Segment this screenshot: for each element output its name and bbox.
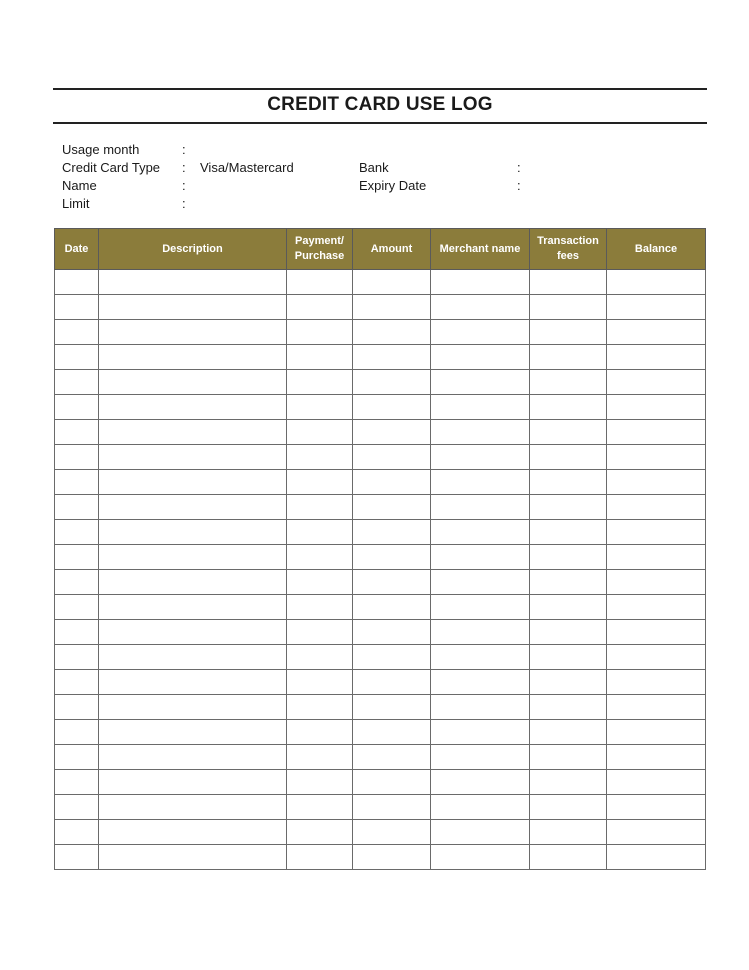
cell-date[interactable] — [55, 320, 99, 345]
cell-description[interactable] — [99, 845, 287, 870]
cell-description[interactable] — [99, 670, 287, 695]
cell-description[interactable] — [99, 770, 287, 795]
cell-merchant-name[interactable] — [431, 570, 530, 595]
cell-transaction-fees[interactable] — [530, 420, 607, 445]
cell-transaction-fees[interactable] — [530, 670, 607, 695]
cell-merchant-name[interactable] — [431, 620, 530, 645]
cell-date[interactable] — [55, 695, 99, 720]
cell-amount[interactable] — [353, 445, 431, 470]
cell-description[interactable] — [99, 720, 287, 745]
table-row — [55, 545, 706, 570]
cell-amount[interactable] — [353, 670, 431, 695]
table-row — [55, 320, 706, 345]
table-row — [55, 495, 706, 520]
column-header-amount: Amount — [353, 229, 431, 270]
cell-transaction-fees[interactable] — [530, 645, 607, 670]
cell-transaction-fees[interactable] — [530, 695, 607, 720]
cell-transaction-fees[interactable] — [530, 545, 607, 570]
cell-balance[interactable] — [607, 370, 706, 395]
name-label: Name — [62, 178, 97, 193]
table-row — [55, 695, 706, 720]
cell-amount[interactable] — [353, 420, 431, 445]
cell-merchant-name[interactable] — [431, 670, 530, 695]
cell-transaction-fees[interactable] — [530, 320, 607, 345]
cell-amount[interactable] — [353, 620, 431, 645]
cell-merchant-name[interactable] — [431, 445, 530, 470]
cell-date[interactable] — [55, 445, 99, 470]
cell-transaction-fees[interactable] — [530, 495, 607, 520]
cell-payment-purchase[interactable] — [287, 270, 353, 295]
name-separator: : — [182, 178, 186, 193]
cell-date[interactable] — [55, 345, 99, 370]
cell-amount[interactable] — [353, 295, 431, 320]
cell-merchant-name[interactable] — [431, 595, 530, 620]
cell-transaction-fees[interactable] — [530, 770, 607, 795]
cell-balance[interactable] — [607, 695, 706, 720]
table-row — [55, 345, 706, 370]
cell-payment-purchase[interactable] — [287, 370, 353, 395]
table-row — [55, 795, 706, 820]
limit-label: Limit — [62, 196, 90, 211]
cell-balance[interactable] — [607, 420, 706, 445]
cell-description[interactable] — [99, 595, 287, 620]
cell-merchant-name[interactable] — [431, 845, 530, 870]
cell-description[interactable] — [99, 370, 287, 395]
cell-date[interactable] — [55, 520, 99, 545]
cell-merchant-name[interactable] — [431, 395, 530, 420]
cell-balance[interactable] — [607, 620, 706, 645]
cell-balance[interactable] — [607, 495, 706, 520]
cell-balance[interactable] — [607, 720, 706, 745]
cell-date[interactable] — [55, 820, 99, 845]
card-type-label: Credit Card Type — [62, 160, 161, 175]
cell-description[interactable] — [99, 620, 287, 645]
table-row — [55, 520, 706, 545]
cell-payment-purchase[interactable] — [287, 395, 353, 420]
cell-description[interactable] — [99, 320, 287, 345]
cell-description[interactable] — [99, 495, 287, 520]
table-row — [55, 720, 706, 745]
cell-amount[interactable] — [353, 270, 431, 295]
cell-balance[interactable] — [607, 795, 706, 820]
table-row — [55, 820, 706, 845]
column-header-description: Description — [99, 229, 287, 270]
page-title: CREDIT CARD USE LOG — [267, 94, 493, 115]
cell-balance[interactable] — [607, 395, 706, 420]
cell-date[interactable] — [55, 495, 99, 520]
cell-payment-purchase[interactable] — [287, 345, 353, 370]
table-header-row — [55, 229, 706, 270]
cell-description[interactable] — [99, 645, 287, 670]
cell-balance[interactable] — [607, 295, 706, 320]
expiry-date-separator: : — [517, 178, 521, 193]
cell-amount[interactable] — [353, 795, 431, 820]
cell-date[interactable] — [55, 720, 99, 745]
cell-merchant-name[interactable] — [431, 720, 530, 745]
cell-merchant-name[interactable] — [431, 470, 530, 495]
cell-merchant-name[interactable] — [431, 795, 530, 820]
cell-payment-purchase[interactable] — [287, 745, 353, 770]
column-header-merchant-name: Merchant name — [431, 229, 530, 270]
title-top-rule — [53, 88, 707, 90]
title-bottom-rule — [53, 122, 707, 124]
cell-amount[interactable] — [353, 345, 431, 370]
cell-amount[interactable] — [353, 545, 431, 570]
cell-amount[interactable] — [353, 845, 431, 870]
cell-date[interactable] — [55, 395, 99, 420]
cell-date[interactable] — [55, 595, 99, 620]
cell-payment-purchase[interactable] — [287, 820, 353, 845]
cell-date[interactable] — [55, 420, 99, 445]
cell-date[interactable] — [55, 645, 99, 670]
cell-payment-purchase[interactable] — [287, 695, 353, 720]
cell-balance[interactable] — [607, 320, 706, 345]
cell-date[interactable] — [55, 370, 99, 395]
table-row — [55, 470, 706, 495]
cell-payment-purchase[interactable] — [287, 470, 353, 495]
cell-balance[interactable] — [607, 595, 706, 620]
cell-payment-purchase[interactable] — [287, 845, 353, 870]
cell-payment-purchase[interactable] — [287, 445, 353, 470]
table-row — [55, 420, 706, 445]
cell-payment-purchase[interactable] — [287, 620, 353, 645]
cell-description[interactable] — [99, 820, 287, 845]
cell-merchant-name[interactable] — [431, 420, 530, 445]
cell-transaction-fees[interactable] — [530, 470, 607, 495]
cell-description[interactable] — [99, 395, 287, 420]
cell-description[interactable] — [99, 345, 287, 370]
table-row — [55, 445, 706, 470]
column-header-balance: Balance — [607, 229, 706, 270]
cell-balance[interactable] — [607, 520, 706, 545]
cell-date[interactable] — [55, 470, 99, 495]
table-row — [55, 620, 706, 645]
cell-merchant-name[interactable] — [431, 770, 530, 795]
cell-payment-purchase[interactable] — [287, 545, 353, 570]
cell-merchant-name[interactable] — [431, 370, 530, 395]
cell-transaction-fees[interactable] — [530, 795, 607, 820]
cell-balance[interactable] — [607, 445, 706, 470]
cell-merchant-name[interactable] — [431, 820, 530, 845]
limit-separator: : — [182, 196, 186, 211]
cell-description[interactable] — [99, 570, 287, 595]
cell-transaction-fees[interactable] — [530, 845, 607, 870]
cell-description[interactable] — [99, 745, 287, 770]
cell-payment-purchase[interactable] — [287, 520, 353, 545]
cell-amount[interactable] — [353, 520, 431, 545]
cell-amount[interactable] — [353, 695, 431, 720]
cell-merchant-name[interactable] — [431, 695, 530, 720]
column-header-date: Date — [55, 229, 99, 270]
cell-merchant-name[interactable] — [431, 520, 530, 545]
cell-transaction-fees[interactable] — [530, 370, 607, 395]
cell-balance[interactable] — [607, 270, 706, 295]
cell-transaction-fees[interactable] — [530, 720, 607, 745]
cell-payment-purchase[interactable] — [287, 570, 353, 595]
cell-balance[interactable] — [607, 820, 706, 845]
cell-payment-purchase[interactable] — [287, 645, 353, 670]
cell-payment-purchase[interactable] — [287, 420, 353, 445]
cell-transaction-fees[interactable] — [530, 595, 607, 620]
cell-amount[interactable] — [353, 745, 431, 770]
cell-transaction-fees[interactable] — [530, 270, 607, 295]
cell-merchant-name[interactable] — [431, 745, 530, 770]
cell-description[interactable] — [99, 520, 287, 545]
transaction-log-table — [54, 228, 706, 870]
column-header-payment-purchase: Payment/ Purchase — [287, 229, 353, 270]
table-row — [55, 670, 706, 695]
table-row — [55, 645, 706, 670]
expiry-date-label: Expiry Date — [359, 178, 427, 193]
usage-month-label: Usage month — [62, 142, 140, 157]
cell-transaction-fees[interactable] — [530, 620, 607, 645]
cell-description[interactable] — [99, 795, 287, 820]
cell-merchant-name[interactable] — [431, 295, 530, 320]
cell-description[interactable] — [99, 545, 287, 570]
table-row — [55, 370, 706, 395]
cell-description[interactable] — [99, 270, 287, 295]
table-row — [55, 595, 706, 620]
cell-date[interactable] — [55, 845, 99, 870]
cell-merchant-name[interactable] — [431, 645, 530, 670]
cell-amount[interactable] — [353, 395, 431, 420]
cell-amount[interactable] — [353, 370, 431, 395]
cell-description[interactable] — [99, 445, 287, 470]
table-body — [55, 270, 706, 870]
cell-date[interactable] — [55, 270, 99, 295]
table-row — [55, 570, 706, 595]
cell-transaction-fees[interactable] — [530, 445, 607, 470]
cell-payment-purchase[interactable] — [287, 795, 353, 820]
cell-balance[interactable] — [607, 345, 706, 370]
cell-balance[interactable] — [607, 670, 706, 695]
cell-merchant-name[interactable] — [431, 320, 530, 345]
cell-date[interactable] — [55, 620, 99, 645]
table-row — [55, 845, 706, 870]
cell-date[interactable] — [55, 745, 99, 770]
cell-date[interactable] — [55, 570, 99, 595]
cell-date[interactable] — [55, 795, 99, 820]
cell-transaction-fees[interactable] — [530, 295, 607, 320]
bank-label: Bank — [359, 160, 389, 175]
cell-merchant-name[interactable] — [431, 495, 530, 520]
cell-amount[interactable] — [353, 645, 431, 670]
cell-amount[interactable] — [353, 770, 431, 795]
cell-amount[interactable] — [353, 720, 431, 745]
cell-amount[interactable] — [353, 470, 431, 495]
cell-amount[interactable] — [353, 495, 431, 520]
cell-merchant-name[interactable] — [431, 545, 530, 570]
table-row — [55, 770, 706, 795]
cell-transaction-fees[interactable] — [530, 395, 607, 420]
cell-amount[interactable] — [353, 320, 431, 345]
cell-balance[interactable] — [607, 745, 706, 770]
cell-transaction-fees[interactable] — [530, 745, 607, 770]
cell-date[interactable] — [55, 770, 99, 795]
table-row — [55, 295, 706, 320]
card-type-value[interactable]: Visa/Mastercard — [200, 160, 294, 175]
cell-payment-purchase[interactable] — [287, 770, 353, 795]
cell-date[interactable] — [55, 670, 99, 695]
cell-transaction-fees[interactable] — [530, 345, 607, 370]
cell-payment-purchase[interactable] — [287, 320, 353, 345]
cell-amount[interactable] — [353, 820, 431, 845]
cell-merchant-name[interactable] — [431, 345, 530, 370]
cell-transaction-fees[interactable] — [530, 520, 607, 545]
cell-payment-purchase[interactable] — [287, 295, 353, 320]
cell-balance[interactable] — [607, 545, 706, 570]
cell-date[interactable] — [55, 295, 99, 320]
cell-payment-purchase[interactable] — [287, 670, 353, 695]
cell-merchant-name[interactable] — [431, 270, 530, 295]
cell-balance[interactable] — [607, 645, 706, 670]
cell-description[interactable] — [99, 470, 287, 495]
cell-balance[interactable] — [607, 845, 706, 870]
cell-transaction-fees[interactable] — [530, 570, 607, 595]
cell-description[interactable] — [99, 695, 287, 720]
cell-amount[interactable] — [353, 595, 431, 620]
cell-payment-purchase[interactable] — [287, 495, 353, 520]
usage-month-separator: : — [182, 142, 186, 157]
column-header-transaction-fees: Transaction fees — [530, 229, 607, 270]
cell-amount[interactable] — [353, 570, 431, 595]
cell-payment-purchase[interactable] — [287, 720, 353, 745]
cell-balance[interactable] — [607, 770, 706, 795]
bank-separator: : — [517, 160, 521, 175]
cell-transaction-fees[interactable] — [530, 820, 607, 845]
cell-date[interactable] — [55, 545, 99, 570]
cell-payment-purchase[interactable] — [287, 595, 353, 620]
cell-balance[interactable] — [607, 570, 706, 595]
card-type-separator: : — [182, 160, 186, 175]
table-row — [55, 270, 706, 295]
cell-description[interactable] — [99, 420, 287, 445]
table-row — [55, 395, 706, 420]
cell-description[interactable] — [99, 295, 287, 320]
table-row — [55, 745, 706, 770]
cell-balance[interactable] — [607, 470, 706, 495]
